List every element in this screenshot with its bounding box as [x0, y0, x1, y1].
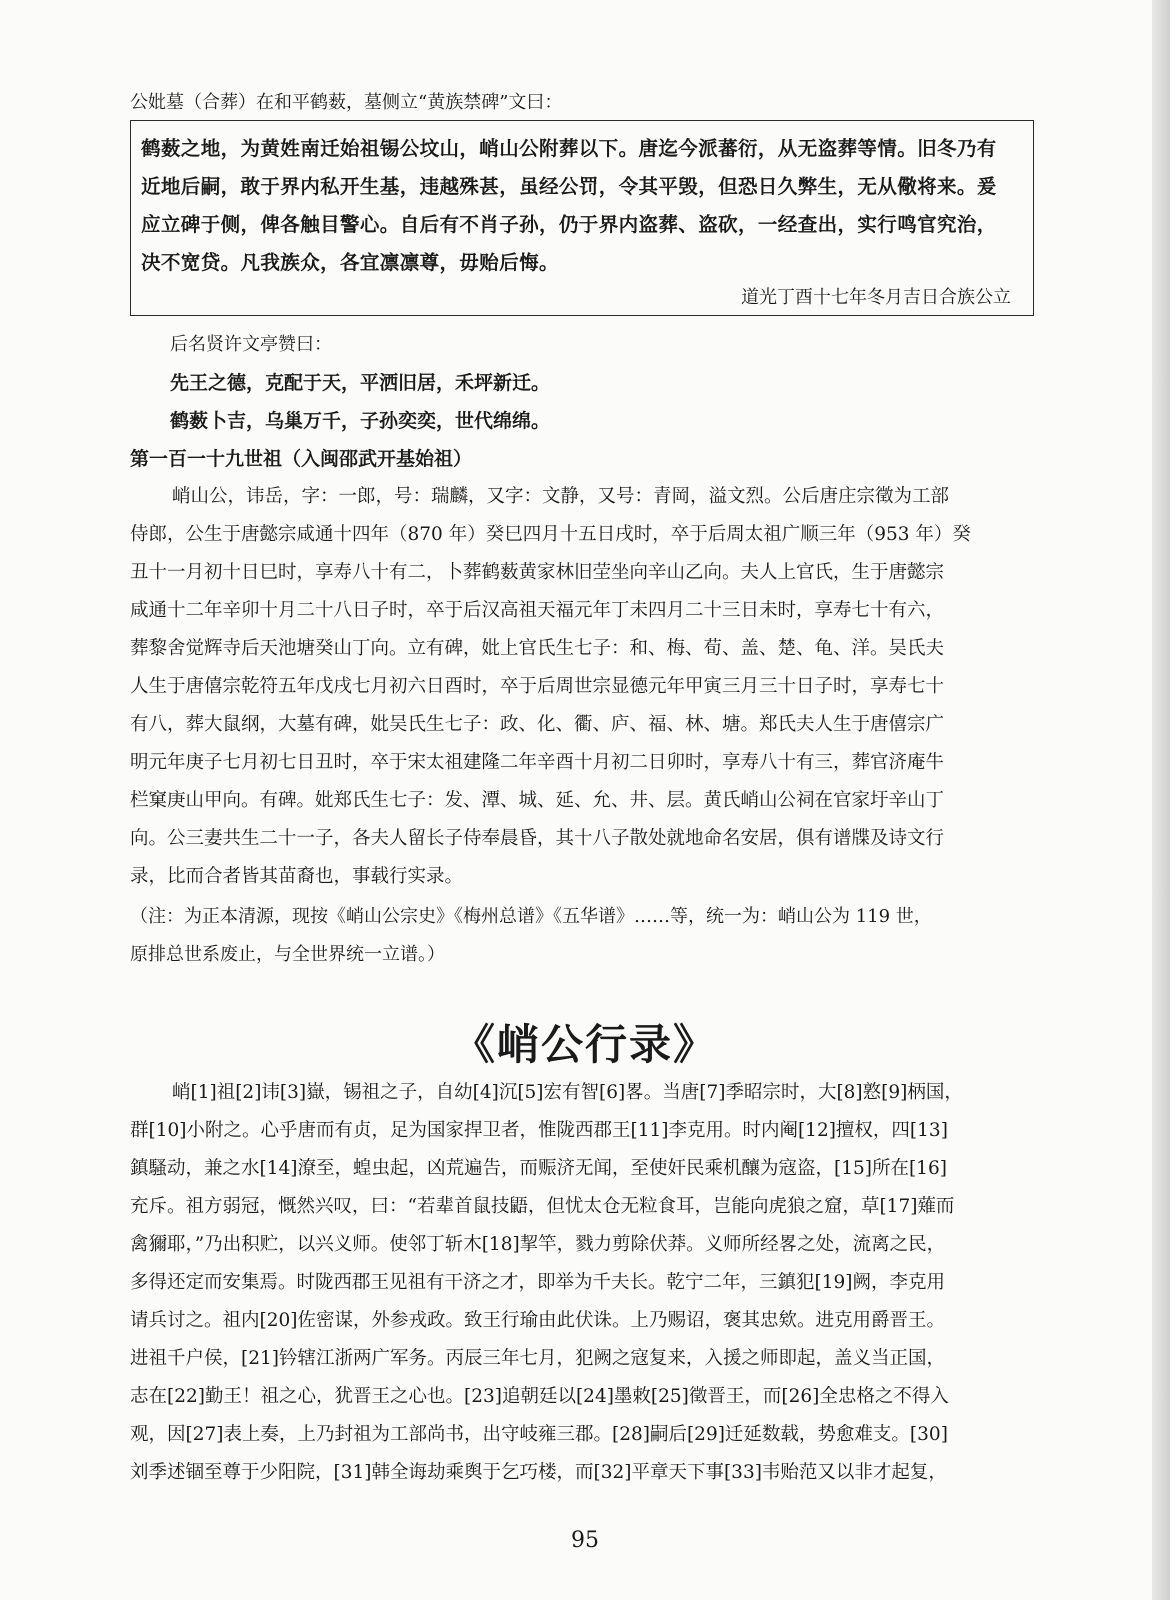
biography-line: 有八，葬大鼠纲，大墓有碑，妣吴氏生七子：政、化、衢、庐、福、林、塘。郑氏夫人生于唐僖宗广: [130, 714, 945, 735]
record-line: 峭[1]祖[2]讳[3]嶽，锡祖之子，自幼[4]沉[5]宏有智[6]畧。当唐[7]季昭宗时，大[8]憝[9]柄国，: [172, 1082, 963, 1103]
stele-line: 近地后嗣，敢于界内私开生基，违越殊甚，虽经公罚，令其平毁，但恐日久弊生，无从儆将来。爰: [141, 175, 997, 198]
record-line: 鎮騷动，兼之水[14]潦至，蝗虫起，凶荒遍告，而赈济无闻，至使奸民乘机釀为寇盗，[15]所在[16]: [130, 1158, 947, 1179]
praise-verse: 先王之德，克配于天，平洒旧居，禾坪新迁。: [170, 372, 551, 394]
editorial-note-line: （注：为正本清源，现按《峭山公宗史》《梅州总谱》《五华谱》……等，统一为：峭山公为 119 世，: [130, 906, 932, 927]
biography-line: 葬黎舍觉辉寺后天池塘癸山丁向。立有碑，妣上官氏生七子：和、梅、荀、盖、楚、龟、洋。吴氏夫: [130, 638, 945, 659]
biography-line: 人生于唐僖宗乾符五年戊戌七月初六日酉时，卒于后周世宗显德元年甲寅三月三十日子时，享寿七十: [130, 676, 945, 697]
stele-signature: 道光丁酉十七年冬月吉日合族公立: [741, 287, 1011, 308]
record-line: 刘季述锢至尊于少阳院，[31]韩全诲劫乘舆于乞巧楼，而[32]平章天下事[33]韦贻范又以非才起复，: [130, 1462, 947, 1483]
record-line: 请兵讨之。祖内[20]佐密谋，外参戎政。致王行瑜由此伏诛。上乃赐诏，褒其忠欸。进克用爵晋王。: [130, 1310, 945, 1331]
record-line: 充斥。祖方弱冠，慨然兴叹，曰：“若辈首鼠技鼯，但忧太仓无粒食耳，岂能向虎狼之窟，草[17]薙而: [130, 1196, 955, 1217]
praise-intro: 后名贤许文亭赞曰：: [170, 334, 332, 355]
biography-line: 录，比而合者皆其苗裔也，事载行实录。: [130, 866, 464, 887]
intro-line: 公妣墓（合葬）在和平鹤薮，墓侧立“黄族禁碑”文曰：: [130, 92, 563, 113]
stele-line: 决不宽贷。凡我族众，各宜凛凛尊，毋贻后悔。: [141, 251, 559, 274]
generation-heading: 第一百一十九世祖（入闽邵武开基始祖）: [130, 448, 473, 470]
record-line: 进祖千户侯，[21]钤辖江浙两广军务。丙辰三年七月，犯阙之寇复来，入援之师即起，盖义当正国，: [130, 1348, 945, 1369]
stele-line: 应立碑于侧，俾各触目警心。自后有不肖子孙，仍于界内盗葬、盗砍，一经查出，实行鸣官究治，: [141, 213, 997, 236]
stele-line: 鹤薮之地，为黄姓南迁始祖锡公坟山，峭山公附葬以下。唐迄今派蕃衍，从无盗葬等情。旧冬乃有: [141, 137, 997, 160]
editorial-note-line: 原排总世系废止，与全世界统一立谱。）: [130, 944, 445, 965]
record-title: 《峭公行录》: [452, 1020, 717, 1069]
biography-line: 侍郎，公生于唐懿宗咸通十四年（870 年）癸巳四月十五日戌时，卒于后周太祖广顺三年（953 年）癸: [130, 524, 971, 545]
biography-line: 丑十一月初十日巳时，享寿八十有二，卜葬鹤薮黄家林旧茔坐向辛山乙向。夫人上官氏，生于唐懿宗: [130, 562, 945, 583]
biography-line: 峭山公，讳岳，字：一郎，号：瑞麟，又字：文静，又号：青岡，溢文烈。公后唐庄宗徵为工部: [172, 486, 950, 507]
page-number: 95: [571, 1528, 599, 1553]
page-edge-shadow: [1152, 0, 1170, 1600]
stele-inscription-box: [130, 120, 1034, 316]
record-line: 禽獮耶，”乃出积贮，以兴义师。使邻丁斩木[18]挈竿，戮力剪除伏莽。义师所经畧之处，流离之民，: [130, 1234, 946, 1255]
record-line: 观，因[27]表上奏，上乃封祖为工部尚书，出守岐雍三郡。[28]嗣后[29]迁延数载，势愈难支。[30]: [130, 1424, 948, 1445]
praise-verse: 鹤薮卜吉，乌巢万千，子孙奕奕，世代绵绵。: [170, 410, 551, 432]
biography-line: 明元年庚子七月初七日丑时，卒于宋太祖建隆二年辛酉十月初二日卯时，享寿八十有三，葬官济庵牛: [130, 752, 945, 773]
record-line: 群[10]小附之。心乎唐而有贞，足为国家捍卫者，惟陇西郡王[11]李克用。时内阉[12]擅权，四[13]: [130, 1120, 948, 1141]
record-line: 志在[22]勤王！祖之心，犹晋王之心也。[23]追朝廷以[24]墨敕[25]徵晋王，而[26]全忠格之不得入: [130, 1386, 949, 1407]
biography-line: 向。公三妻共生二十一子，各夫人留长子侍奉晨昏，其十八子散处就地命名安居，俱有谱牒及诗文行: [130, 828, 945, 849]
biography-line: 咸通十二年辛卯十月二十八日子时，卒于后汉高祖天福元年丁未四月二十三日未时，享寿七十有六，: [130, 600, 945, 621]
biography-line: 栏窠庚山甲向。有碑。妣郑氏生七子：发、潭、城、延、允、井、层。黄氏峭山公祠在官家圩辛山丁: [130, 790, 945, 811]
record-line: 多得还定而安集焉。时陇西郡王见祖有干济之才，即举为千夫长。乾宁二年，三鎮犯[19]阙，李克用: [130, 1272, 945, 1293]
